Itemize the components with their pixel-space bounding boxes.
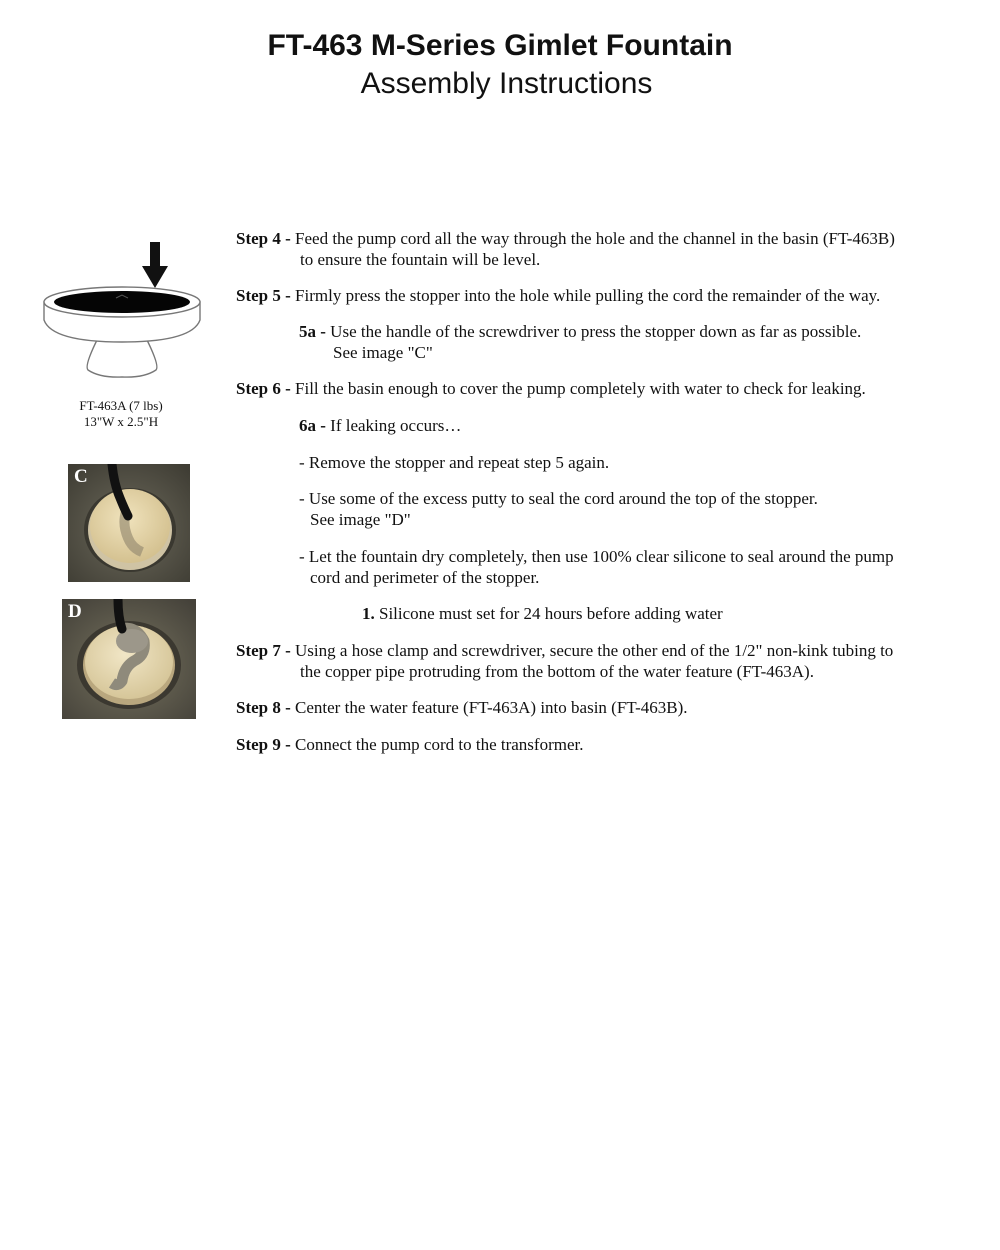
step-5a: [299, 321, 861, 342]
bullet-silicone: - Let the fountain dry completely, then use 100% clear silicone to seal around the pump: [299, 547, 894, 566]
page-subtitle: Assembly Instructions: [360, 67, 653, 100]
step-9-label: Step 9 -: [236, 735, 291, 754]
photo-c: [68, 464, 190, 582]
step-8: [236, 697, 688, 718]
bullet-seal-putty: - Use some of the excess putty to seal the cord around the top of the stopper.: [299, 489, 818, 508]
photo-d-image: [62, 599, 196, 719]
step-6a: [299, 415, 461, 436]
down-arrow-icon: [142, 242, 168, 288]
figure-caption-line2: 13"W x 2.5"H: [83, 414, 159, 429]
photo-c-label: C: [74, 466, 88, 487]
step-7-label: Step 7 -: [236, 641, 291, 660]
step-5-label: Step 5 -: [236, 286, 291, 305]
figure-caption-line1: FT-463A (7 lbs): [79, 398, 163, 413]
note-silicone-set: [362, 603, 723, 624]
step-8-text: Center the water feature (FT-463A) into basin (FT-463B).: [295, 698, 688, 717]
note-label: 1.: [362, 604, 375, 623]
step-9-text: Connect the pump cord to the transformer.: [295, 735, 584, 754]
note-text: Silicone must set for 24 hours before adding water: [379, 604, 723, 623]
page-title: FT-463 M-Series Gimlet Fountain: [267, 29, 733, 62]
step-7-text: Using a hose clamp and screwdriver, secure the other end of the 1/2" non-kink tubing to: [295, 641, 894, 660]
fountain-pedestal: [87, 338, 157, 377]
step-6a-text: If leaking occurs…: [330, 416, 462, 435]
photo-d: [62, 599, 196, 719]
bullet-remove-stopper: - Remove the stopper and repeat step 5 again.: [299, 453, 610, 472]
step-6-text: Fill the basin enough to cover the pump completely with water to check for leaking.: [295, 379, 866, 398]
step-4-label: Step 4 -: [236, 229, 291, 248]
step-7: [236, 640, 893, 661]
bullet-silicone-continuation: cord and perimeter of the stopper.: [310, 568, 540, 587]
bullet-seal-putty-continuation: See image "D": [310, 510, 411, 529]
step-5a-continuation: See image "C": [333, 343, 433, 362]
step-5a-text: Use the handle of the screwdriver to press the stopper down as far as possible.: [330, 322, 862, 341]
step-4-continuation: to ensure the fountain will be level.: [300, 250, 541, 269]
step-5-text: Firmly press the stopper into the hole while pulling the cord the remainder of the way.: [295, 286, 881, 305]
step-4: [236, 228, 895, 249]
step-5: [236, 285, 880, 306]
step-5a-label: 5a -: [299, 322, 326, 341]
step-9: [236, 734, 583, 755]
step-7-continuation: the copper pipe protruding from the bottom of the water feature (FT-463A).: [300, 662, 814, 681]
step-6a-label: 6a -: [299, 416, 326, 435]
step-6: [236, 378, 866, 399]
step-4-text: Feed the pump cord all the way through the hole and the channel in the basin (FT-463B): [295, 229, 895, 248]
photo-d-label: D: [68, 601, 82, 622]
step-8-label: Step 8 -: [236, 698, 291, 717]
fountain-basin-opening: [54, 291, 190, 313]
step-6-label: Step 6 -: [236, 379, 291, 398]
fountain-illustration: [40, 238, 205, 383]
